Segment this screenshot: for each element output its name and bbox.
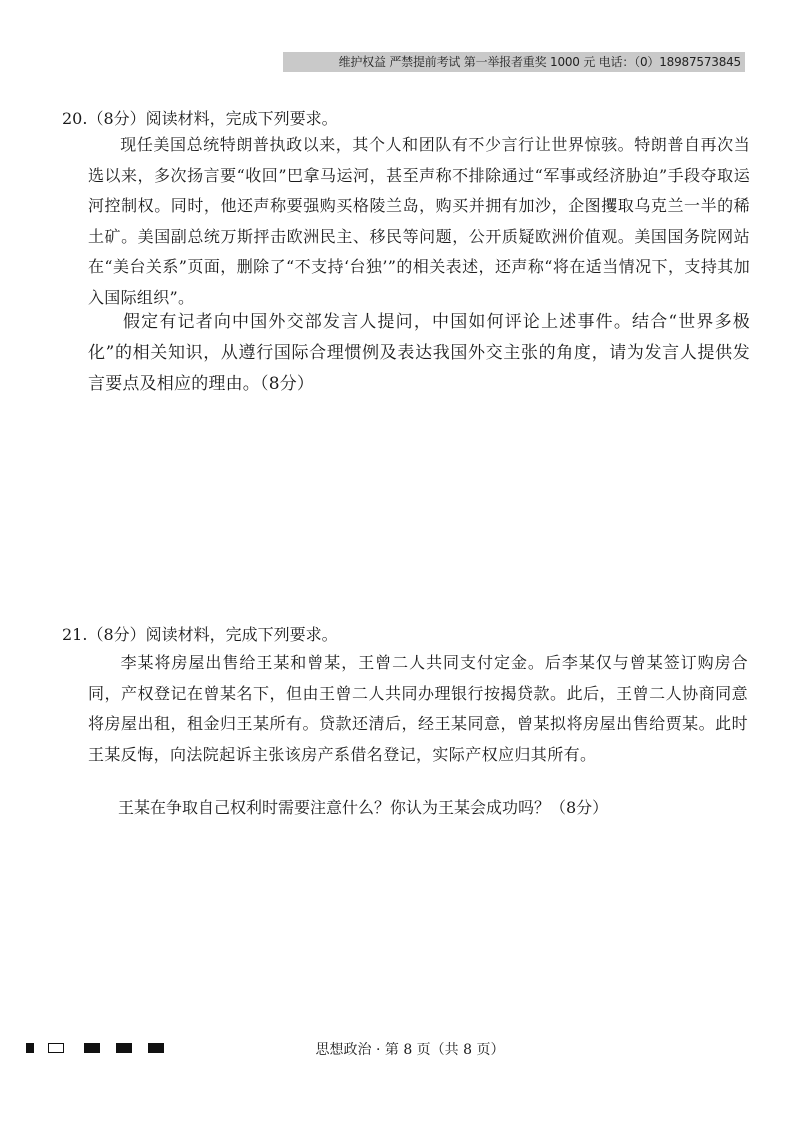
question-20-title: 20.（8分）阅读材料，完成下列要求。	[62, 109, 338, 128]
question-21-material-text: 李某将房屋出售给王某和曾某，王曾二人共同支付定金。后李某仅与曾某签订购房合同，产权登记在曾某名下，但由王曾二人共同办理银行按揭贷款。此后，王曾二人协商同意将房屋出租，租金归王某所有。贷款还清后，经王某同意，曾某拟将房屋出售给贾某。此时王某反悔，向法院起诉主张该房产系借名登记，实际产权应归其所有。	[88, 653, 748, 764]
question-21-title: 21.（8分）阅读材料，完成下列要求。	[62, 625, 338, 644]
question-21-prompt: 王某在争取自己权利时需要注意什么？你认为王某会成功吗？（8分）	[118, 798, 609, 817]
page-footer	[0, 1040, 800, 1060]
question-20-prompt-text: 假定有记者向中国外交部发言人提问，中国如何评论上述事件。结合“世界多极化”的相关知识，从遵行国际合理惯例及表达我国外交主张的角度，请为发言人提供发言要点及相应的理由。（8分）	[88, 312, 750, 394]
question-21-material	[88, 648, 748, 770]
header-notice-band	[283, 52, 745, 72]
page-number-info: 思想政治 · 第 8 页（共 8 页）	[315, 1042, 505, 1058]
question-20-prompt	[88, 307, 750, 400]
question-20-material-text: 现任美国总统特朗普执政以来，其个人和团队有不少言行让世界惊骇。特朗普自再次当选以来，多次扬言要“收回”巴拿马运河，甚至声称不排除通过“军事或经济胁迫”手段夺取运河控制权。同时，他还声称要强购买格陵兰岛，购买并拥有加沙，企图攫取乌克兰一半的稀土矿。美国副总统万斯抨击欧洲民主、移民等问题，公开质疑欧洲价值观。美国国务院网站在“美台关系”页面，删除了“不支持‘台独’”的相关表述，还声称“将在适当情况下，支持其加入国际组织”。	[88, 135, 750, 307]
header-notice-text: 维护权益 严禁提前考试 第一举报者重奖 1000 元 电话：（0）18987573845	[338, 55, 741, 69]
question-20-material	[88, 130, 750, 313]
